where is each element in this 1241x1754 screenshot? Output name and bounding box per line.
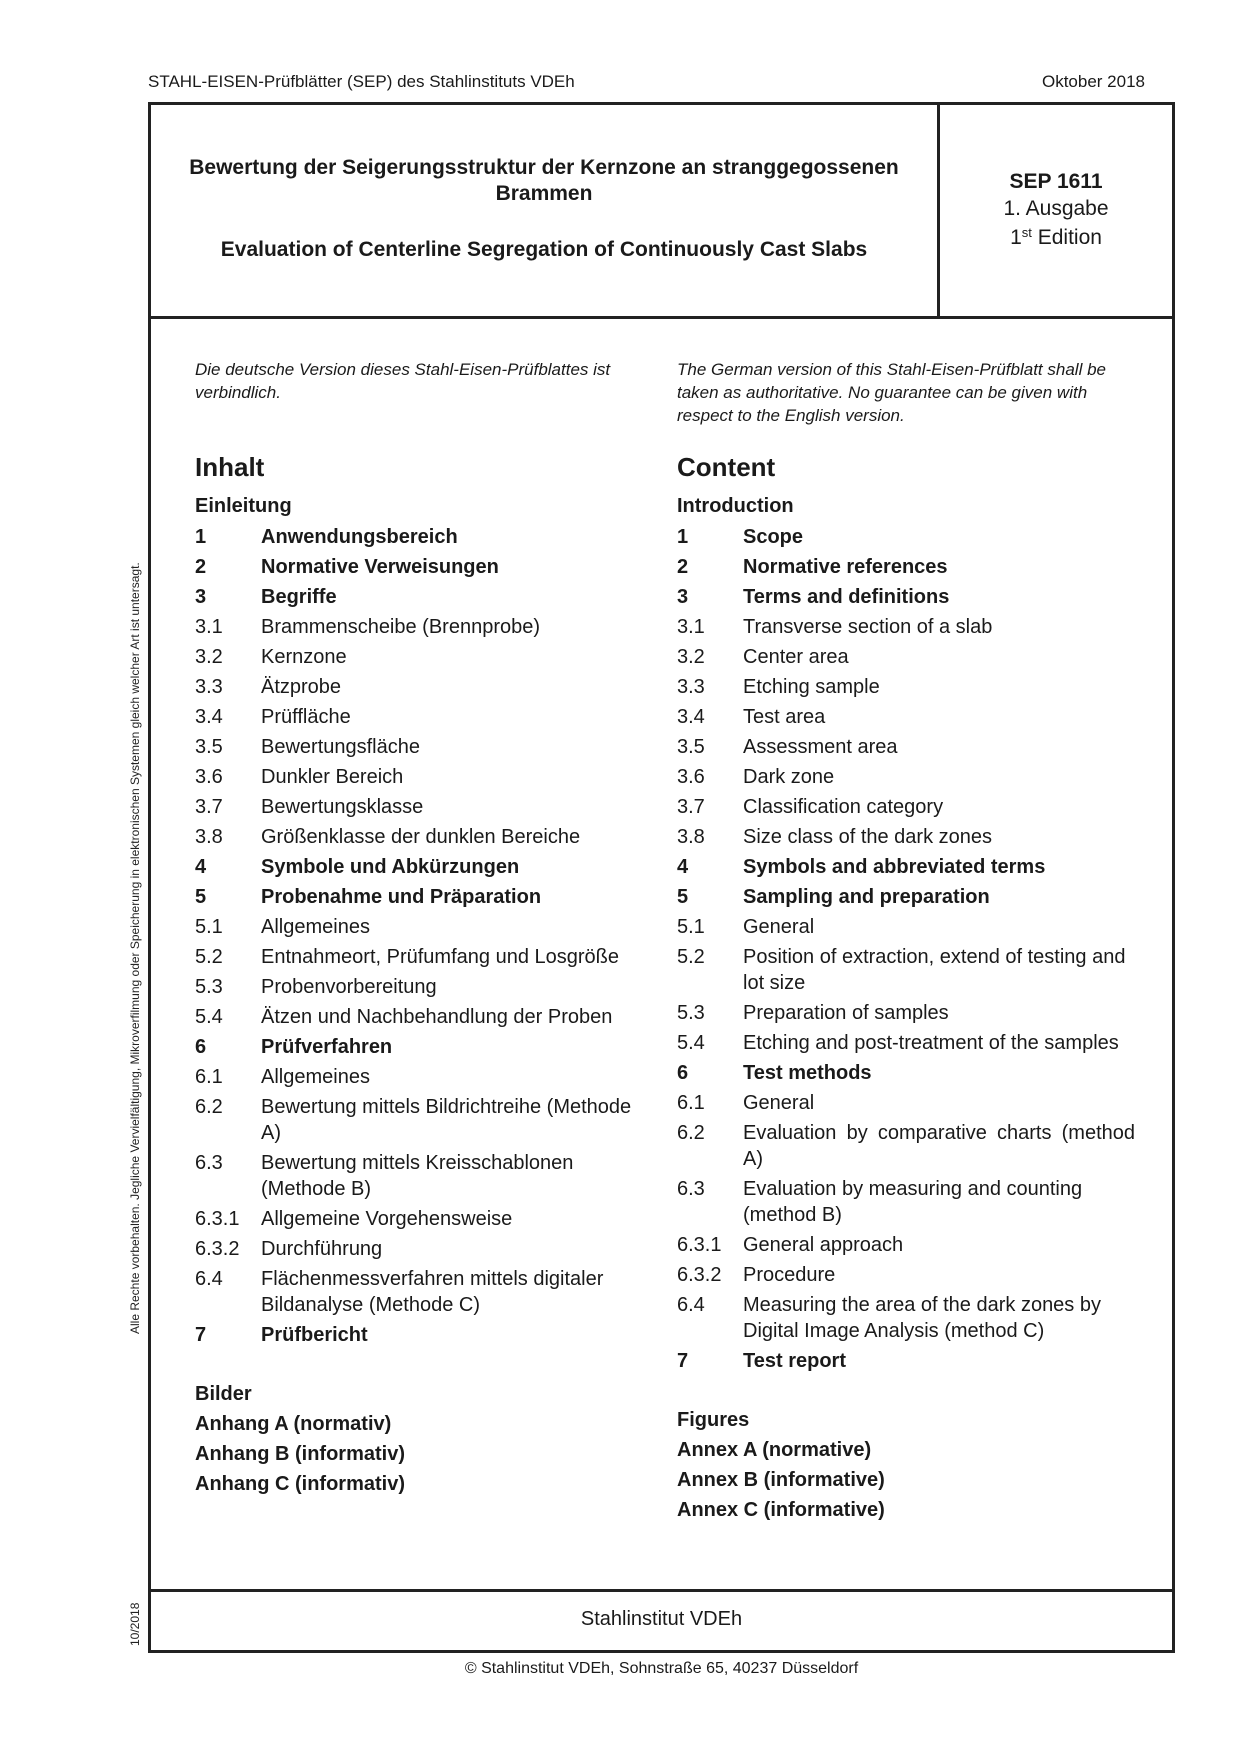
toc-title: Dark zone: [743, 766, 835, 788]
toc-title: Kernzone: [261, 646, 347, 668]
toc-title: Test methods: [743, 1062, 872, 1084]
toc-entry: [677, 554, 1135, 580]
toc-number: 5.4: [677, 1032, 705, 1054]
toc-number: 5.2: [195, 946, 223, 968]
toc-title: General approach: [743, 1234, 904, 1256]
toc-entry: [677, 674, 1135, 700]
toc-number: 3.7: [677, 796, 705, 818]
toc-entry: [195, 854, 655, 880]
toc-number: 3.8: [195, 826, 223, 848]
toc-number: 6.3.1: [195, 1208, 240, 1230]
toc-title: Preparation of samples: [743, 1002, 949, 1024]
toc-number: 1: [677, 526, 689, 548]
toc-entry: [677, 1292, 1135, 1344]
annex-list-german: [195, 1381, 655, 1497]
toc-number: 3.5: [195, 736, 223, 758]
title-box: [151, 105, 940, 316]
toc-entry: [677, 1060, 1135, 1086]
toc-entry: [677, 854, 1135, 880]
toc-title: Procedure: [743, 1264, 836, 1286]
toc-title: Bewertungsklasse: [261, 796, 424, 818]
toc-number: 1: [195, 526, 207, 548]
toc-number: 5.3: [677, 1002, 705, 1024]
toc-entry: [677, 914, 1135, 940]
toc-entry: [195, 1004, 655, 1030]
toc-entry: [677, 1120, 1135, 1172]
toc-number: 3.1: [677, 616, 705, 638]
toc-title: General: [743, 916, 815, 938]
toc-title: Evaluation by comparative charts (method A): [743, 1122, 1135, 1170]
toc-entry: [195, 1034, 655, 1060]
toc-entry: [677, 1000, 1135, 1026]
toc-title: Prüfverfahren: [261, 1036, 393, 1058]
toc-title: Dunkler Bereich: [261, 766, 404, 788]
toc-entry: [195, 1322, 655, 1348]
notice-german: Die deutsche Version dieses Stahl-Eisen-Prüfblattes ist verbindlich.: [195, 360, 611, 402]
publisher-name: Stahlinstitut VDEh: [580, 1608, 743, 1630]
toc-entry: [195, 584, 655, 610]
toc-number: 3.6: [195, 766, 223, 788]
toc-title: Bewertungsfläche: [261, 736, 420, 758]
toc-entry: [195, 734, 655, 760]
date-header: Oktober 2018: [1041, 72, 1145, 91]
toc-number: 6.3.2: [195, 1238, 240, 1260]
toc-entry: [677, 734, 1135, 760]
toc-entry: [677, 704, 1135, 730]
toc-title: Brammenscheibe (Brennprobe): [261, 616, 541, 638]
toc-number: 3.3: [195, 676, 223, 698]
toc-number: 3.5: [677, 736, 705, 758]
toc-entry: [195, 944, 655, 970]
toc-title: Etching and post-treatment of the samples: [743, 1032, 1119, 1054]
toc-title: Classification category: [743, 796, 944, 818]
toc-entry: [195, 1206, 655, 1232]
toc-number: 3: [195, 586, 207, 608]
toc-entry: [195, 884, 655, 910]
toc-intro-english: Introduction: [677, 495, 794, 517]
toc-number: 6.3.1: [677, 1234, 722, 1256]
toc-title: Symbols and abbreviated terms: [743, 856, 1046, 878]
toc-number: 5.1: [677, 916, 705, 938]
toc-number: 6: [195, 1036, 207, 1058]
toc-number: 5.3: [195, 976, 223, 998]
title-english: Evaluation of Centerline Segregation of Continuously Cast Slabs: [220, 238, 868, 261]
toc-entry: [677, 1030, 1135, 1056]
toc-title: Allgemeine Vorgehensweise: [261, 1208, 513, 1230]
toc-title: Anwendungsbereich: [261, 526, 458, 548]
toc-entry: [195, 764, 655, 790]
toc-title: Terms and definitions: [743, 586, 950, 608]
toc-number: 3.4: [195, 706, 223, 728]
toc-entry: [195, 704, 655, 730]
toc-entry: [195, 1064, 655, 1090]
toc-entry: [677, 1232, 1135, 1258]
toc-title: Größenklasse der dunklen Bereiche: [261, 826, 581, 848]
toc-number: 6.3: [195, 1152, 223, 1174]
toc-title: Size class of the dark zones: [743, 826, 993, 848]
sep-code: SEP 1611: [1009, 170, 1103, 193]
toc-title: Scope: [743, 526, 804, 548]
toc-number: 5.4: [195, 1006, 223, 1028]
annex-entry: Bilder: [195, 1383, 252, 1405]
toc-number: 5.1: [195, 916, 223, 938]
toc-title: Flächenmessverfahren mittels digitaler Bildanalyse (Methode C): [261, 1268, 604, 1316]
toc-number: 6.2: [195, 1096, 223, 1118]
toc-entry: [195, 674, 655, 700]
contents-heading-english: Content: [677, 452, 776, 482]
toc-title: Bewertung mittels Bildrichtreihe (Methode A): [261, 1096, 632, 1144]
copyright-line: © Stahlinstitut VDEh, Sohnstraße 65, 40237 Düsseldorf: [464, 1660, 859, 1677]
annex-entry: Anhang C (informativ): [195, 1473, 405, 1495]
toc-number: 3.7: [195, 796, 223, 818]
toc-title: Ätzen und Nachbehandlung der Proben: [261, 1006, 613, 1028]
toc-list-english: [677, 524, 1135, 1374]
toc-title: Normative references: [743, 556, 948, 578]
toc-title: Assessment area: [743, 736, 898, 758]
toc-number: 3.3: [677, 676, 705, 698]
toc-title: Measuring the area of the dark zones by Digital Image Analysis (method C): [743, 1294, 1101, 1342]
toc-number: 6.3: [677, 1178, 705, 1200]
annex-entry: Annex A (normative): [677, 1439, 872, 1461]
toc-entry: [195, 554, 655, 580]
edition-german: 1. Ausgabe: [1003, 197, 1109, 220]
toc-entry: [677, 524, 1135, 550]
side-date: 10/2018: [128, 1602, 142, 1646]
toc-entry: [195, 1236, 655, 1262]
toc-title: Allgemeines: [261, 916, 370, 938]
toc-entry: [677, 1348, 1135, 1374]
annex-entry: Annex C (informative): [677, 1499, 885, 1521]
toc-entry: [195, 914, 655, 940]
toc-entry: [677, 794, 1135, 820]
title-block: [151, 105, 1172, 319]
toc-number: 5.2: [677, 946, 705, 968]
toc-entry: [677, 644, 1135, 670]
toc-entry: [677, 944, 1135, 996]
toc-entry: [195, 644, 655, 670]
toc-number: 4: [195, 856, 207, 878]
annex-entry: Figures: [677, 1409, 750, 1431]
contents-heading-german: Inhalt: [195, 452, 265, 482]
toc-title: Entnahmeort, Prüfumfang und Losgröße: [261, 946, 619, 968]
toc-number: 6.1: [195, 1066, 223, 1088]
toc-entry: [677, 1262, 1135, 1288]
toc-title: Etching sample: [743, 676, 880, 698]
edition-english: 1st Edition: [1010, 225, 1102, 249]
toc-title: Probenahme und Präparation: [261, 886, 542, 908]
toc-title: Center area: [743, 646, 849, 668]
annex-entry: Anhang A (normativ): [195, 1413, 392, 1435]
toc-entry: [195, 1150, 655, 1202]
toc-title: Prüffläche: [261, 706, 351, 728]
toc-title: Durchführung: [261, 1238, 383, 1260]
toc-number: 6.2: [677, 1122, 705, 1144]
toc-number: 5: [677, 886, 689, 908]
toc-number: 7: [677, 1350, 689, 1372]
toc-title: Test area: [743, 706, 826, 728]
toc-number: 3.4: [677, 706, 705, 728]
toc-title: Begriffe: [261, 586, 337, 608]
contents-german: [195, 358, 655, 1501]
toc-entry: [195, 974, 655, 1000]
toc-title: General: [743, 1092, 815, 1114]
toc-number: 6.4: [195, 1268, 223, 1290]
toc-number: 6.1: [677, 1092, 705, 1114]
toc-number: 7: [195, 1324, 207, 1346]
toc-title: Symbole und Abkürzungen: [261, 856, 520, 878]
toc-title: Transverse section of a slab: [743, 616, 993, 638]
toc-entry: [195, 824, 655, 850]
toc-number: 3.6: [677, 766, 705, 788]
toc-entry: [677, 884, 1135, 910]
toc-entry: [195, 524, 655, 550]
toc-number: 3.8: [677, 826, 705, 848]
title-german: Bewertung der Seigerungsstruktur der Kernzone an stranggegossenen Brammen: [189, 156, 899, 205]
toc-title: Probenvorbereitung: [261, 976, 437, 998]
toc-title: Sampling and preparation: [743, 886, 990, 908]
toc-entry: [677, 584, 1135, 610]
rights-notice: Alle Rechte vorbehalten. Jegliche Vervielfältigung, Mikroverfilmung oder Speicherung in elektronischen Systemen gleich welcher Art ist untersagt.: [128, 562, 142, 1334]
toc-entry: [195, 614, 655, 640]
toc-entry: [677, 1176, 1135, 1228]
toc-title: Position of extraction, extend of testing and lot size: [743, 946, 1126, 994]
toc-title: Prüfbericht: [261, 1324, 368, 1346]
annex-list-english: [677, 1407, 1135, 1523]
contents-english: [677, 358, 1135, 1527]
toc-title: Ätzprobe: [261, 676, 342, 698]
annex-entry: Anhang B (informativ): [195, 1443, 405, 1465]
toc-entry: [195, 1094, 655, 1146]
toc-title: Evaluation by measuring and counting (method B): [743, 1178, 1083, 1226]
toc-number: 4: [677, 856, 689, 878]
toc-number: 5: [195, 886, 207, 908]
toc-entry: [195, 1266, 655, 1318]
toc-list-german: [195, 524, 655, 1348]
toc-entry: [195, 794, 655, 820]
toc-title: Bewertung mittels Kreisschablonen (Methode B): [261, 1152, 574, 1200]
toc-number: 3.2: [195, 646, 223, 668]
toc-entry: [677, 764, 1135, 790]
publisher-footer: [151, 1589, 1172, 1650]
toc-number: 3.2: [677, 646, 705, 668]
toc-number: 6: [677, 1062, 689, 1084]
edition-box: [940, 105, 1172, 316]
toc-title: Normative Verweisungen: [261, 556, 499, 578]
toc-number: 3: [677, 586, 689, 608]
toc-number: 3.1: [195, 616, 223, 638]
toc-number: 2: [195, 556, 207, 578]
annex-entry: Annex B (informative): [677, 1469, 885, 1491]
toc-title: Allgemeines: [261, 1066, 370, 1088]
toc-entry: [677, 1090, 1135, 1116]
series-header: STAHL-EISEN-Prüfblätter (SEP) des Stahlinstituts VDEh: [148, 72, 575, 91]
toc-number: 6.4: [677, 1294, 705, 1316]
toc-intro-german: Einleitung: [195, 495, 292, 517]
toc-entry: [677, 824, 1135, 850]
toc-number: 2: [677, 556, 689, 578]
toc-title: Test report: [743, 1350, 846, 1372]
toc-entry: [677, 614, 1135, 640]
toc-number: 6.3.2: [677, 1264, 722, 1286]
notice-english: The German version of this Stahl-Eisen-Prüfblatt shall be taken as authoritative. No guarantee can be given with respect to the English version.: [677, 360, 1106, 425]
